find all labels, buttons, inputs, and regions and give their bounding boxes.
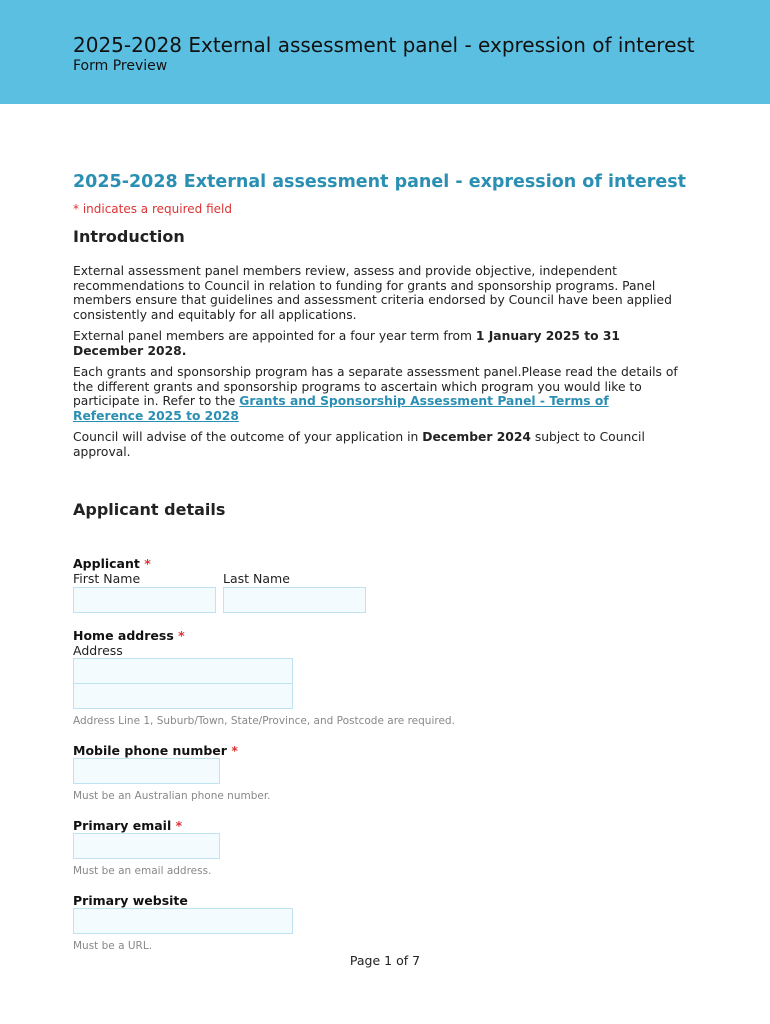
intro-paragraph-1: External assessment panel members review, assess and provide objective, independent recommendations to Council in relation to funding for grants and sponsorship programs. Panel members ensure that guidelines and assessment criteria endorsed by Council have been applied consistently and equitably for all applications. [73, 264, 672, 322]
form-content [73, 170, 686, 952]
address-sub-label: Address [73, 643, 123, 658]
website-help-text: Must be a URL. [73, 940, 153, 952]
introduction-heading: Introduction [73, 227, 185, 246]
form-title: 2025-2028 External assessment panel - expression of interest [73, 172, 686, 192]
applicant-label [73, 556, 683, 571]
intro-paragraph-3-text: Each grants and sponsorship program has a separate assessment panel.Please read the details of the different grants and sponsorship programs to ascertain which program you would like to participate in. Refer to the [73, 365, 678, 408]
email-label-text: Primary email [73, 818, 172, 833]
required-asterisk: * [175, 818, 183, 833]
intro-paragraph-3 [73, 365, 683, 423]
intro-paragraph-4-text: Council will advise of the outcome of your application in [73, 430, 423, 444]
mobile-phone-input[interactable] [73, 758, 220, 784]
email-input[interactable] [73, 833, 220, 859]
intro-paragraph-4 [73, 430, 683, 459]
address-line-1-input[interactable] [73, 658, 293, 684]
email-label [73, 818, 683, 833]
first-name-label: First Name [73, 571, 141, 586]
name-row [73, 571, 683, 613]
header-subtitle: Form Preview [73, 58, 168, 74]
terms-of-reference-link[interactable]: Grants and Sponsorship Assessment Panel - Terms of Reference 2025 to 2028 [73, 394, 609, 423]
last-name-column [223, 571, 366, 613]
required-asterisk: * [178, 628, 185, 643]
applicant-field-group [73, 556, 683, 613]
home-address-label [73, 628, 683, 643]
required-asterisk: * [144, 556, 151, 571]
home-address-field-group [73, 628, 683, 727]
term-dates: 1 January 2025 to 31 December 2028. [73, 329, 620, 358]
website-input[interactable] [73, 908, 293, 934]
intro-paragraph-2-text: External panel members are appointed for a four year term from [73, 329, 476, 343]
intro-paragraph-2 [73, 329, 683, 358]
intro-paragraph-4-suffix: subject to Council approval. [73, 430, 645, 459]
page-number: Page 1 of 7 [349, 953, 421, 968]
required-asterisk: * [231, 743, 238, 758]
address-line-2-input[interactable] [73, 683, 293, 709]
first-name-input[interactable] [73, 587, 216, 613]
address-help-text: Address Line 1, Suburb/Town, State/Province, and Postcode are required. [73, 715, 455, 727]
applicant-details-heading: Applicant details [73, 500, 226, 519]
email-help-text: Must be an email address. [73, 865, 212, 877]
mobile-label-text: Mobile phone number [73, 743, 227, 758]
first-name-column [73, 571, 216, 613]
header-title: 2025-2028 External assessment panel - expression of interest [73, 33, 695, 57]
header-banner [0, 0, 770, 104]
mobile-label [73, 743, 683, 758]
outcome-date: December 2024 [422, 430, 531, 444]
mobile-help-text: Must be an Australian phone number. [73, 790, 271, 802]
website-field-group [73, 893, 683, 952]
website-label: Primary website [73, 893, 188, 908]
home-address-label-text: Home address [73, 628, 174, 643]
email-field-group [73, 818, 683, 877]
last-name-label: Last Name [223, 571, 290, 586]
applicant-label-text: Applicant [73, 556, 140, 571]
mobile-field-group [73, 743, 683, 802]
last-name-input[interactable] [223, 587, 366, 613]
required-note: * indicates a required field [73, 202, 232, 216]
